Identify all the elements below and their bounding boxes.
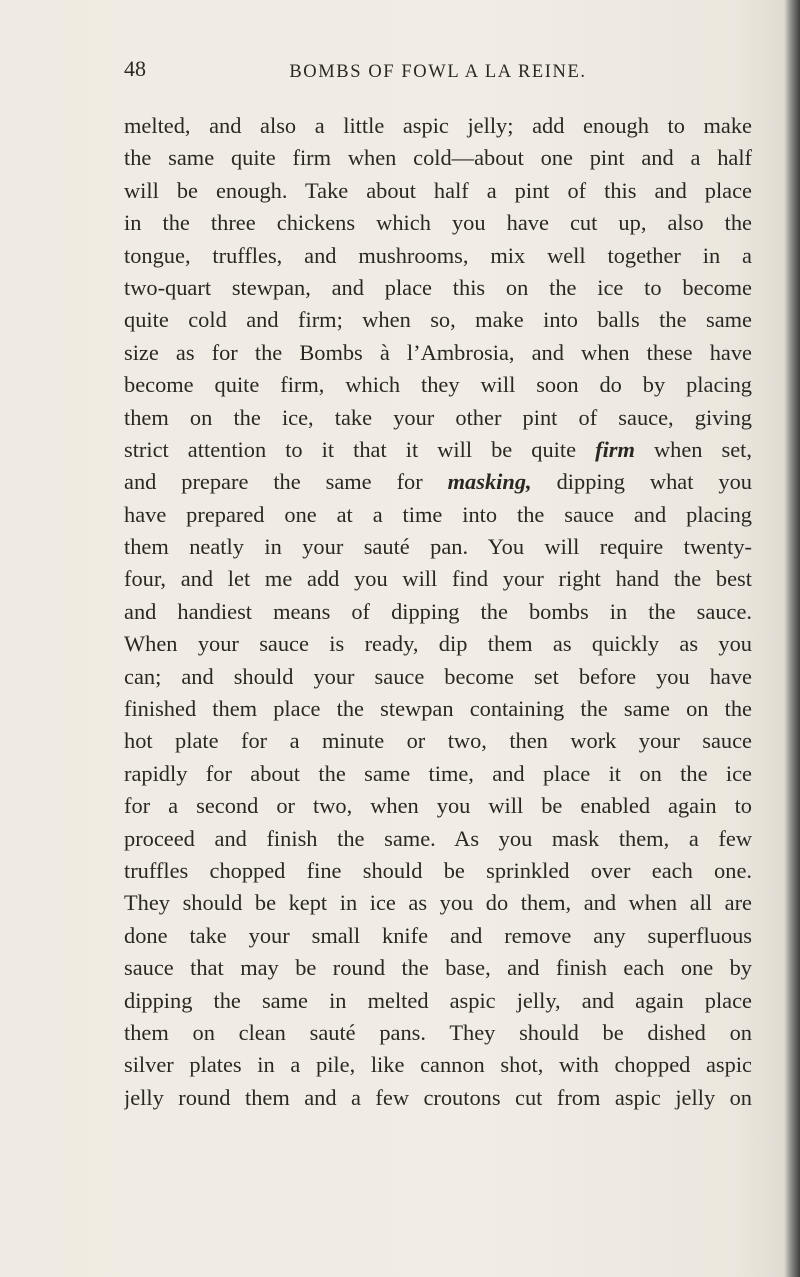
emphasis-firm: firm [595,436,635,462]
text-line: They should be kept in ice as you do them, and when all are [124,890,752,916]
text-line: them on the ice, take your other pint of sauce, giving [124,404,752,430]
text-line: for a second or two, when you will be enabled again to [124,793,752,819]
text-line: the same quite firm when cold—about one pint and a half [124,145,752,171]
text-line: finished them place the stewpan containing the same on the [124,696,752,722]
text-segment: when set, [653,436,752,462]
text-line: size as for the Bombs à l’Ambrosia, and when these have [124,339,752,365]
text-line: rapidly for about the same time, and place it on the ice [124,760,752,786]
page-number: 48 [124,56,146,81]
text-line: them on clean sauté pans. They should be dished on [124,1019,752,1045]
page-gutter-shadow [784,0,800,1277]
text-line: hot plate for a minute or two, then work your sauce [124,728,752,754]
text-segment: dipping what you [556,469,752,495]
text-segment: strict attention to it that it will be quite [124,436,577,462]
running-title: BOMBS OF FOWL A LA REINE. [289,62,587,82]
text-line-with-emphasis [124,434,752,466]
text-line: in the three chickens which you have cut up, also the [124,210,752,236]
text-line: dipping the same in melted aspic jelly, and again place [124,987,752,1013]
text-line: will be enough. Take about half a pint of this and place [124,177,752,203]
text-line: two-quart stewpan, and place this on the ice to become [124,274,752,300]
text-line: jelly round them and a few croutons cut from aspic jelly on [124,1084,752,1110]
text-line: sauce that may be round the base, and finish each one by [124,955,752,981]
text-line: melted, and also a little aspic jelly; add enough to make [124,113,752,138]
text-line-with-emphasis [124,466,752,498]
text-line: When your sauce is ready, dip them as quickly as you [124,631,752,657]
text-line: and handiest means of dipping the bombs in the sauce. [124,598,752,624]
text-line: can; and should your sauce become set before you have [124,663,752,689]
text-line: tongue, truffles, and mushrooms, mix well together in a [124,242,752,268]
emphasis-masking: masking, [447,469,532,495]
text-line: quite cold and firm; when so, make into balls the same [124,307,752,333]
text-line: become quite firm, which they will soon do by placing [124,372,752,398]
text-line: four, and let me add you will find your right hand the best [124,566,752,592]
text-line: them neatly in your sauté pan. You will require twenty- [124,534,752,560]
text-segment: and prepare the same for [124,469,423,495]
body-text [124,110,752,1114]
text-line: truffles chopped fine should be sprinkled over each one. [124,857,752,883]
text-line: have prepared one at a time into the sauce and placing [124,501,752,527]
text-line: done take your small knife and remove any superfluous [124,922,752,948]
text-line: silver plates in a pile, like cannon shot, with chopped aspic [124,1052,752,1078]
page-header [124,56,752,90]
text-line: proceed and finish the same. As you mask them, a few [124,825,752,851]
